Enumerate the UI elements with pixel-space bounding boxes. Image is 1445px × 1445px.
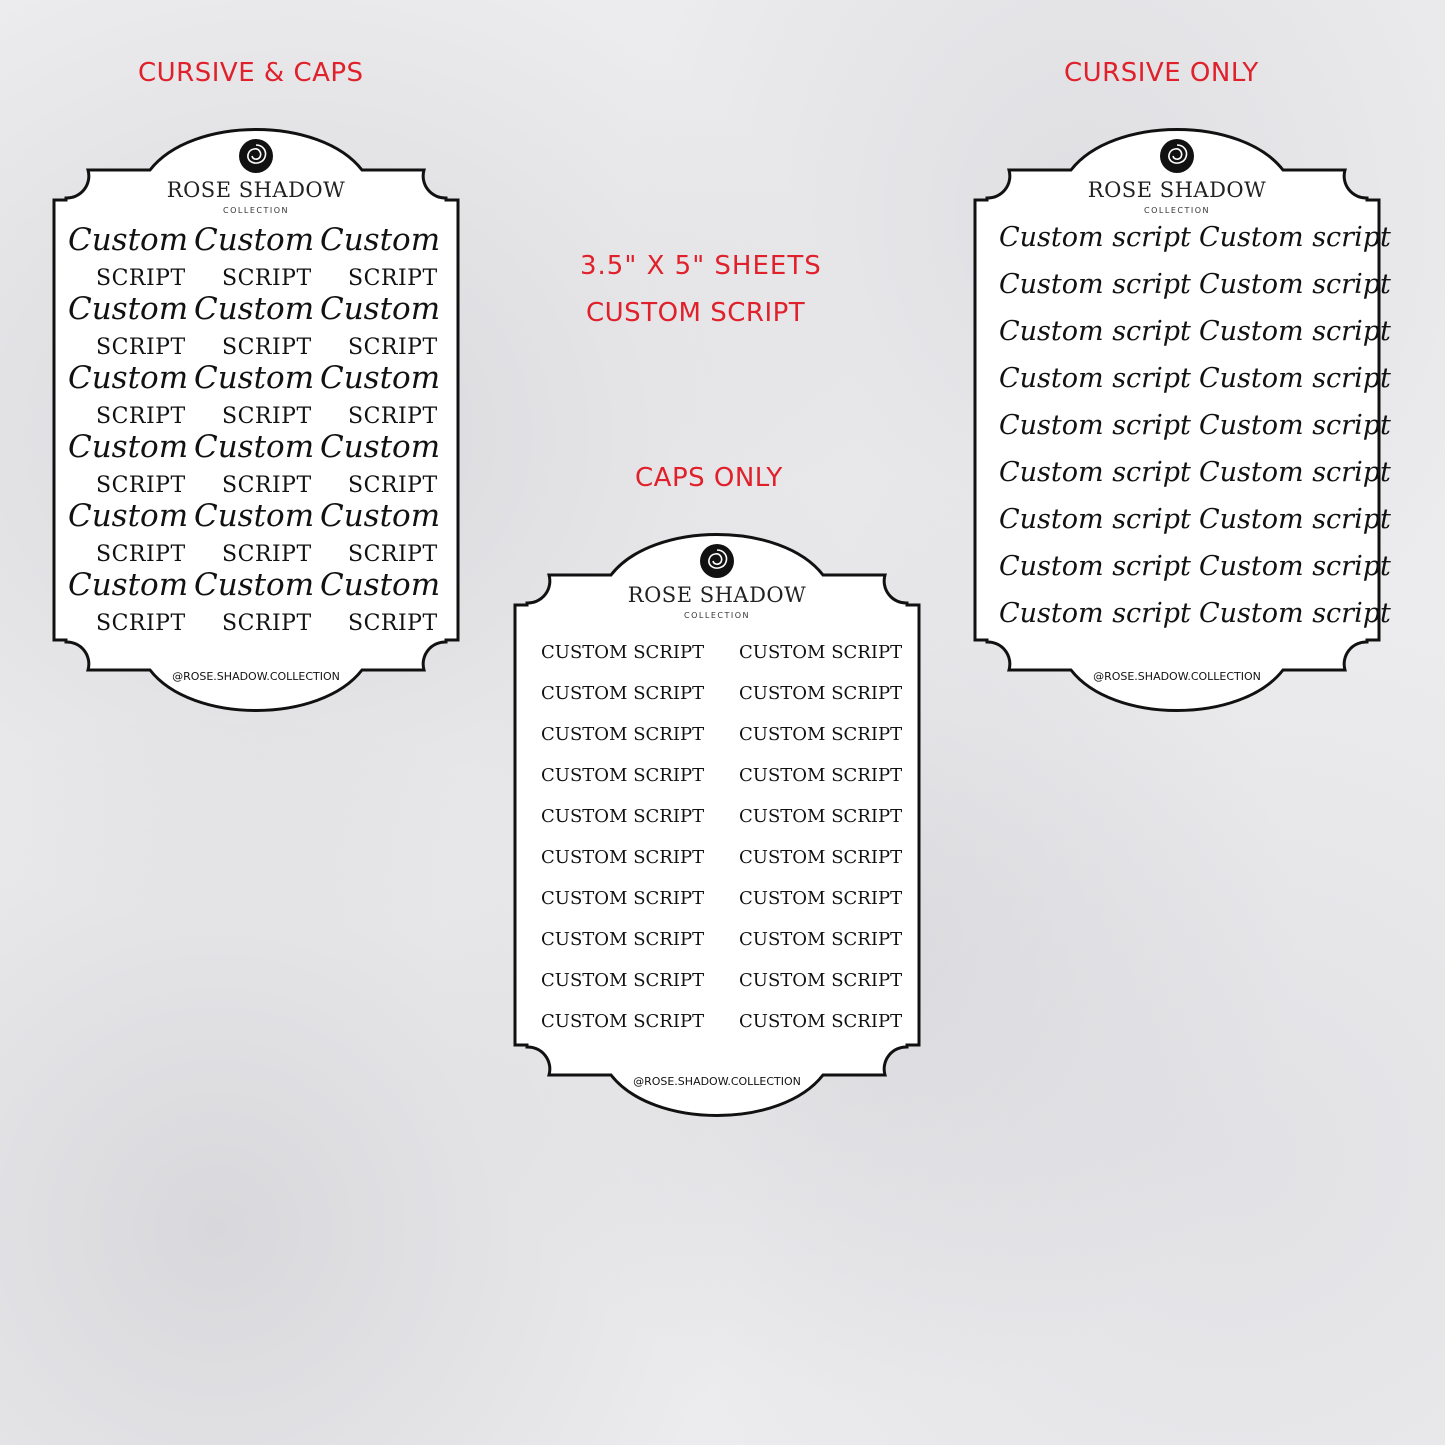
sticker-cursive-word: Custom bbox=[68, 498, 189, 534]
sticker-cursive-phrase: Custom script bbox=[999, 598, 1191, 629]
heading-sheet-size: 3.5" X 5" SHEETS bbox=[580, 251, 822, 281]
sticker-cursive-word: Custom bbox=[194, 360, 315, 396]
sticker-cursive-word: Custom bbox=[320, 429, 441, 465]
sheet-cursive-only bbox=[973, 122, 1391, 722]
sticker-caps-word: SCRIPT bbox=[348, 404, 438, 429]
sticker-cursive-phrase: Custom script bbox=[1199, 316, 1391, 347]
sticker-caps-phrase: CUSTOM SCRIPT bbox=[541, 724, 705, 745]
sticker-cursive-phrase: Custom script bbox=[1199, 410, 1391, 441]
sticker-cursive-phrase: Custom script bbox=[999, 504, 1191, 535]
sticker-caps-word: SCRIPT bbox=[222, 335, 312, 360]
rose-logo-icon bbox=[1159, 138, 1195, 174]
sticker-cursive-phrase: Custom script bbox=[1199, 222, 1391, 253]
sticker-cursive-phrase: Custom script bbox=[999, 551, 1191, 582]
sticker-cursive-phrase: Custom script bbox=[1199, 457, 1391, 488]
sticker-cursive-phrase: Custom script bbox=[999, 269, 1191, 300]
sticker-caps-phrase: CUSTOM SCRIPT bbox=[541, 642, 705, 663]
sticker-caps-phrase: CUSTOM SCRIPT bbox=[739, 642, 903, 663]
sticker-cursive-phrase: Custom script bbox=[1199, 551, 1391, 582]
sticker-caps-word: SCRIPT bbox=[96, 542, 186, 567]
sticker-cursive-word: Custom bbox=[194, 291, 315, 327]
sticker-cursive-word: Custom bbox=[194, 222, 315, 258]
sticker-caps-phrase: CUSTOM SCRIPT bbox=[739, 847, 903, 868]
sticker-caps-phrase: CUSTOM SCRIPT bbox=[541, 970, 705, 991]
sticker-caps-phrase: CUSTOM SCRIPT bbox=[541, 765, 705, 786]
brand-name: ROSE SHADOW bbox=[627, 583, 807, 607]
sticker-cursive-word: Custom bbox=[194, 567, 315, 603]
sticker-cursive-word: Custom bbox=[68, 567, 189, 603]
sticker-caps-word: SCRIPT bbox=[222, 611, 312, 636]
sticker-cursive-phrase: Custom script bbox=[999, 410, 1191, 441]
sticker-cursive-phrase: Custom script bbox=[1199, 598, 1391, 629]
sticker-caps-phrase: CUSTOM SCRIPT bbox=[739, 970, 903, 991]
sticker-caps-phrase: CUSTOM SCRIPT bbox=[739, 724, 903, 745]
heading-cursive-only: CURSIVE ONLY bbox=[1064, 58, 1259, 88]
sticker-cursive-phrase: Custom script bbox=[1199, 269, 1391, 300]
sticker-caps-word: SCRIPT bbox=[96, 611, 186, 636]
brand-name: ROSE SHADOW bbox=[1087, 178, 1267, 202]
instagram-handle: @ROSE.SHADOW.COLLECTION bbox=[1093, 670, 1261, 683]
sticker-caps-word: SCRIPT bbox=[96, 266, 186, 291]
rose-logo-icon bbox=[699, 543, 735, 579]
sticker-cursive-phrase: Custom script bbox=[999, 316, 1191, 347]
heading-caps-only: CAPS ONLY bbox=[635, 463, 783, 493]
instagram-handle: @ROSE.SHADOW.COLLECTION bbox=[633, 1075, 801, 1088]
rose-logo-icon bbox=[238, 138, 274, 174]
sticker-caps-phrase: CUSTOM SCRIPT bbox=[739, 888, 903, 909]
sticker-cursive-word: Custom bbox=[194, 429, 315, 465]
sticker-cursive-word: Custom bbox=[320, 360, 441, 396]
brand-sub: COLLECTION bbox=[684, 611, 750, 620]
sticker-cursive-phrase: Custom script bbox=[1199, 504, 1391, 535]
sticker-cursive-word: Custom bbox=[68, 429, 189, 465]
sticker-caps-word: SCRIPT bbox=[96, 473, 186, 498]
brand-sub: COLLECTION bbox=[1144, 206, 1210, 215]
sticker-caps-word: SCRIPT bbox=[96, 335, 186, 360]
sticker-caps-phrase: CUSTOM SCRIPT bbox=[739, 1011, 903, 1032]
sticker-cursive-phrase: Custom script bbox=[999, 363, 1191, 394]
sticker-caps-phrase: CUSTOM SCRIPT bbox=[739, 929, 903, 950]
sticker-cursive-word: Custom bbox=[320, 222, 441, 258]
sticker-cursive-phrase: Custom script bbox=[1199, 363, 1391, 394]
sticker-caps-word: SCRIPT bbox=[96, 404, 186, 429]
sticker-caps-word: SCRIPT bbox=[222, 542, 312, 567]
sheet-cursive-caps bbox=[52, 122, 460, 722]
sticker-caps-phrase: CUSTOM SCRIPT bbox=[739, 806, 903, 827]
sticker-cursive-word: Custom bbox=[68, 222, 189, 258]
sticker-caps-word: SCRIPT bbox=[222, 404, 312, 429]
sticker-cursive-word: Custom bbox=[194, 498, 315, 534]
sticker-caps-phrase: CUSTOM SCRIPT bbox=[541, 806, 705, 827]
sticker-caps-phrase: CUSTOM SCRIPT bbox=[541, 683, 705, 704]
sticker-caps-word: SCRIPT bbox=[222, 266, 312, 291]
sticker-caps-phrase: CUSTOM SCRIPT bbox=[739, 683, 903, 704]
sticker-caps-word: SCRIPT bbox=[348, 542, 438, 567]
sticker-caps-phrase: CUSTOM SCRIPT bbox=[739, 765, 903, 786]
sticker-caps-phrase: CUSTOM SCRIPT bbox=[541, 1011, 705, 1032]
sticker-cursive-word: Custom bbox=[320, 498, 441, 534]
heading-custom-script: CUSTOM SCRIPT bbox=[586, 298, 806, 328]
sticker-caps-phrase: CUSTOM SCRIPT bbox=[541, 888, 705, 909]
sticker-caps-phrase: CUSTOM SCRIPT bbox=[541, 929, 705, 950]
sheet-caps-only bbox=[513, 527, 921, 1127]
sticker-caps-word: SCRIPT bbox=[222, 473, 312, 498]
sticker-cursive-word: Custom bbox=[68, 360, 189, 396]
brand-name: ROSE SHADOW bbox=[166, 178, 346, 202]
sticker-caps-word: SCRIPT bbox=[348, 611, 438, 636]
sticker-cursive-word: Custom bbox=[320, 291, 441, 327]
sticker-caps-word: SCRIPT bbox=[348, 266, 438, 291]
sticker-cursive-word: Custom bbox=[68, 291, 189, 327]
sticker-caps-word: SCRIPT bbox=[348, 335, 438, 360]
sticker-caps-word: SCRIPT bbox=[348, 473, 438, 498]
sticker-caps-phrase: CUSTOM SCRIPT bbox=[541, 847, 705, 868]
sticker-cursive-word: Custom bbox=[320, 567, 441, 603]
instagram-handle: @ROSE.SHADOW.COLLECTION bbox=[172, 670, 340, 683]
sticker-cursive-phrase: Custom script bbox=[999, 222, 1191, 253]
heading-cursive-caps: CURSIVE & CAPS bbox=[138, 58, 364, 88]
sticker-cursive-phrase: Custom script bbox=[999, 457, 1191, 488]
brand-sub: COLLECTION bbox=[223, 206, 289, 215]
